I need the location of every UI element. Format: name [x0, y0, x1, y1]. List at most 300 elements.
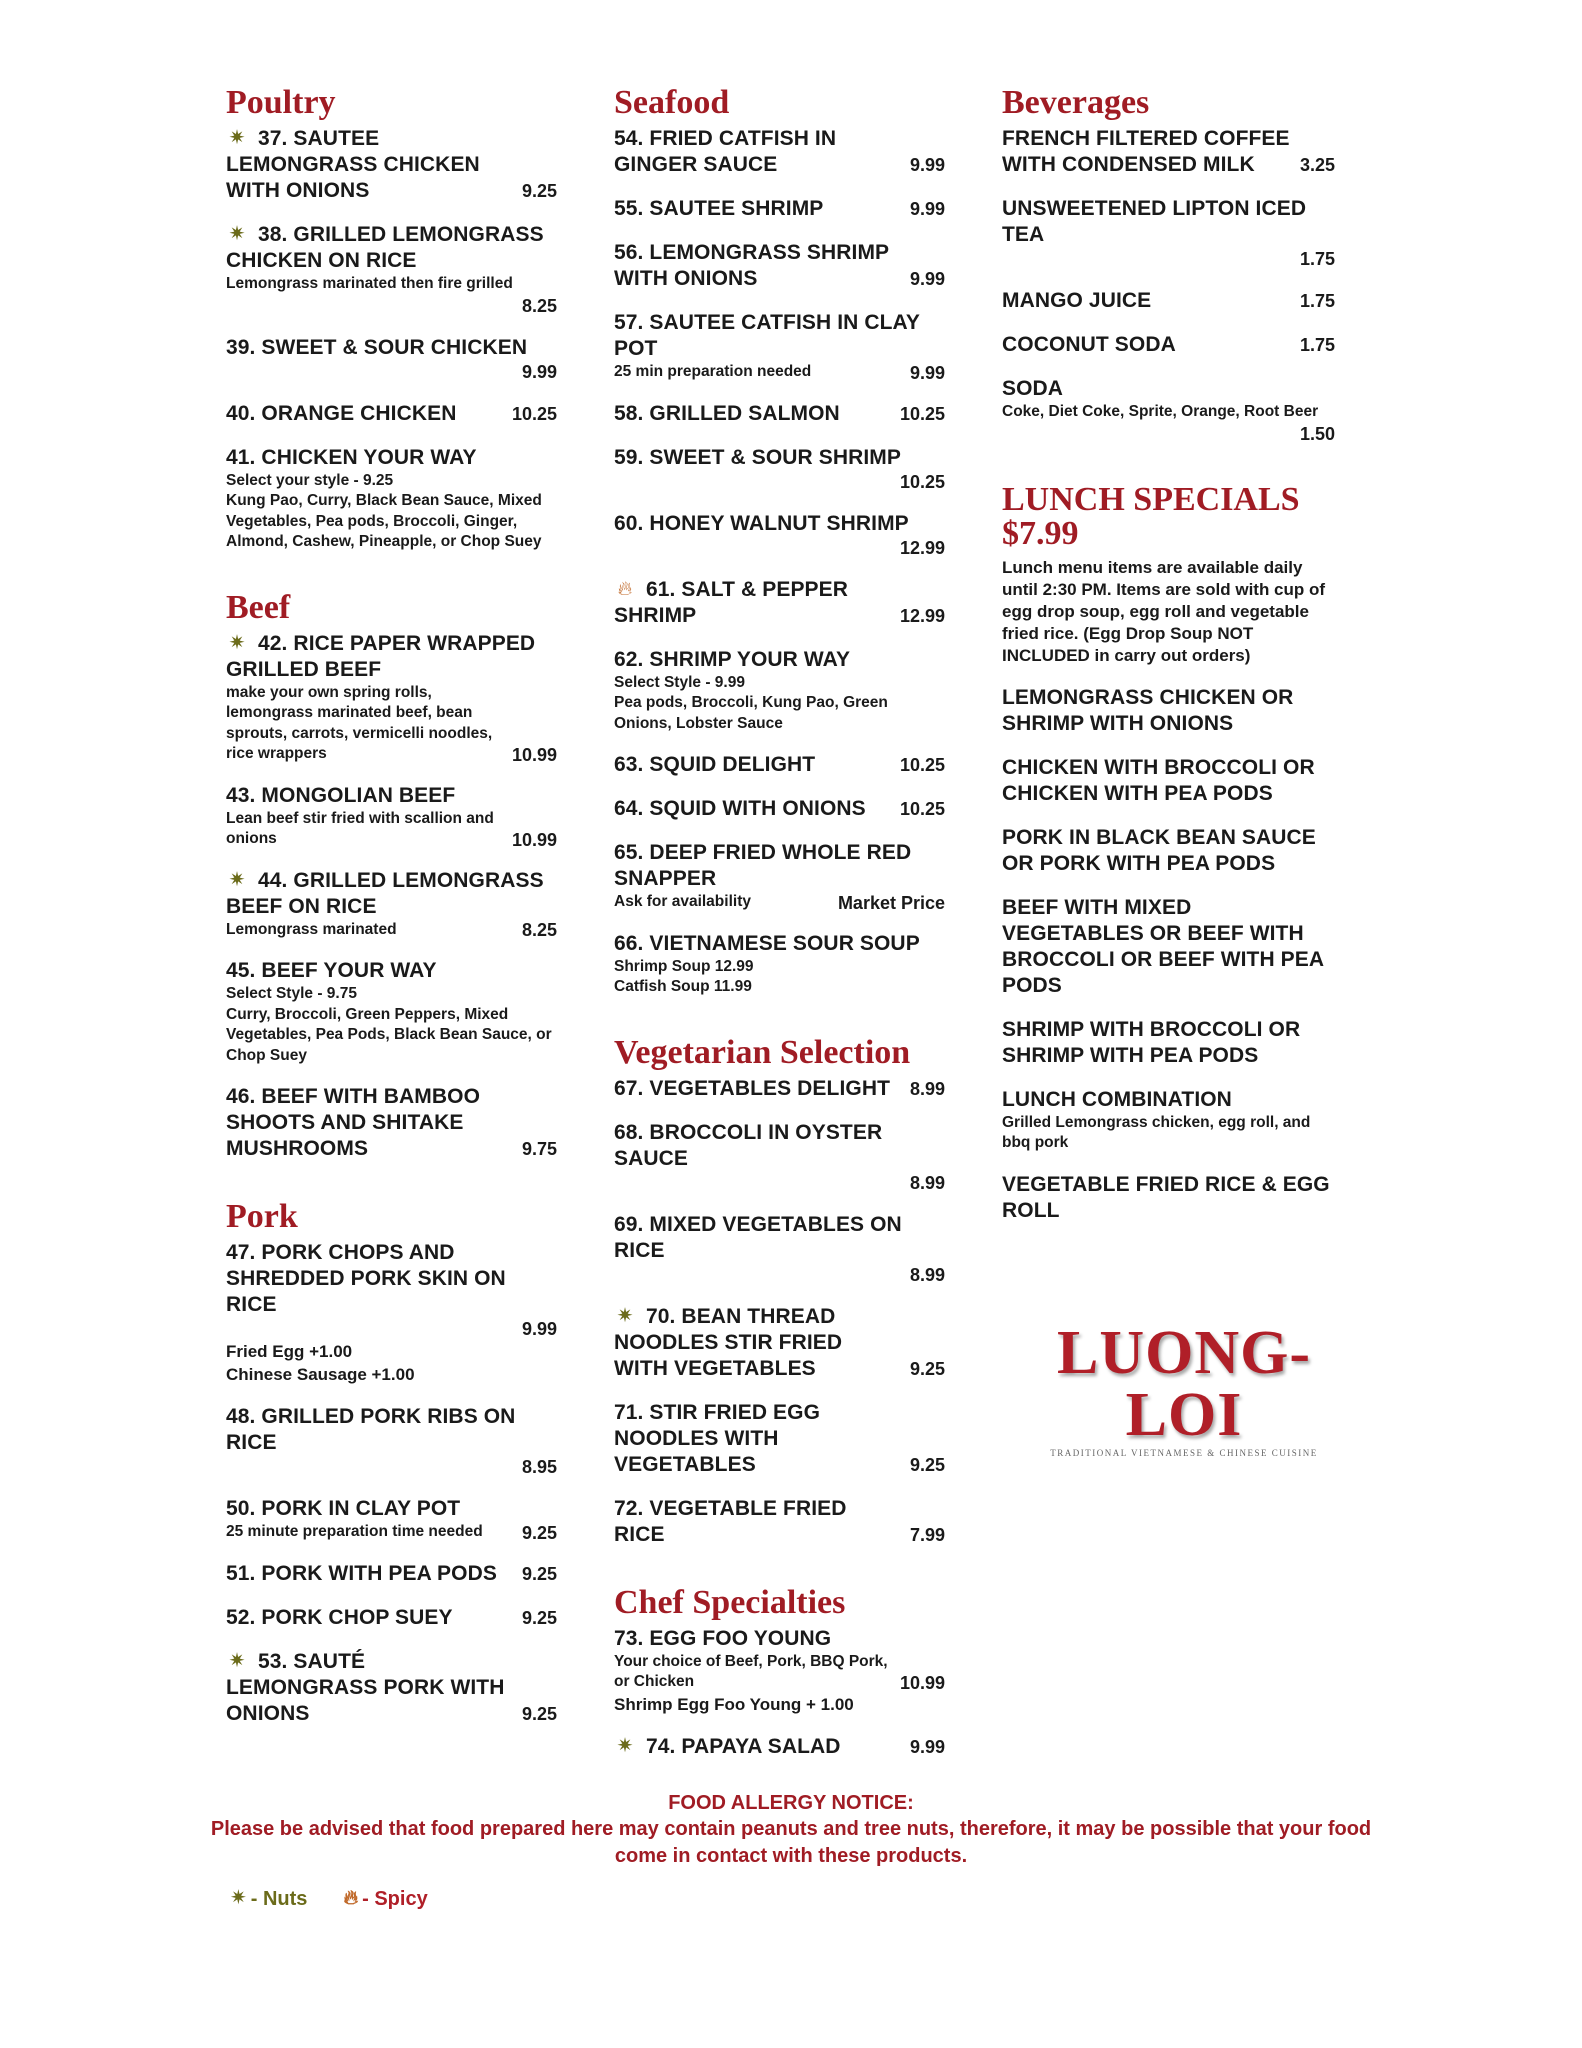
item-description-line	[226, 809, 557, 850]
item-line	[226, 1240, 557, 1318]
lunch-specials-intro: Lunch menu items are available daily until 2:30 PM. Items are sold with cup of egg drop soup, egg roll and vegetable fried rice. (Egg Drop Soup NOT INCLUDED in carry out orders)	[1002, 557, 1326, 665]
menu-item	[614, 1496, 945, 1548]
item-name: 69. MIXED VEGETABLES ON RICE	[614, 1212, 902, 1262]
item-name: 37. SAUTEE LEMONGRASS CHICKEN WITH ONIONS	[226, 127, 480, 202]
item-description-line	[614, 892, 945, 913]
item-description: Your choice of Beef, Pork, BBQ Pork, or Chicken	[614, 1652, 888, 1690]
menu-item	[614, 1304, 945, 1382]
item-price: 9.25	[909, 1454, 945, 1475]
item-name-wrap	[1002, 755, 1335, 807]
item-line	[226, 335, 557, 361]
item-name-wrap	[226, 222, 557, 274]
legend-spicy-label: - Spicy	[362, 1888, 428, 1910]
item-line	[1002, 755, 1335, 807]
item-price: 10.25	[899, 799, 945, 819]
spicy-icon: 🔥︎	[343, 1887, 359, 1909]
item-line	[226, 1605, 557, 1631]
item-name-wrap	[614, 840, 945, 892]
item-name-wrap	[614, 1212, 945, 1264]
item-line	[614, 1496, 945, 1548]
item-name-wrap	[1002, 376, 1335, 402]
section-title: Seafood	[614, 84, 730, 121]
menu-item	[614, 752, 945, 778]
item-name-wrap	[614, 401, 892, 427]
menu-item	[1002, 685, 1335, 737]
item-extra: Chinese Sausage +1.00	[226, 1365, 415, 1384]
menu-section	[226, 86, 557, 553]
item-line	[226, 631, 557, 683]
section-title: Vegetarian Selection	[614, 1033, 911, 1071]
item-name: BEEF WITH MIXED VEGETABLES OR BEEF WITH BROCCOLI OR BEEF WITH PEA PODS	[1002, 895, 1324, 997]
item-description: make your own spring rolls, lemongrass marinated beef, bean sprouts, carrots, vermicelli noodles, rice wrappers	[226, 683, 493, 762]
item-description-line	[226, 683, 557, 765]
item-line	[226, 1649, 557, 1727]
nuts-icon: ✷	[228, 127, 246, 149]
item-price: 9.25	[521, 1607, 557, 1628]
item-line	[226, 783, 557, 809]
menu-item	[1002, 895, 1335, 999]
item-name-wrap	[614, 931, 945, 957]
item-line	[1002, 332, 1335, 358]
menu-section	[226, 588, 557, 1163]
item-line	[226, 401, 557, 427]
item-name-wrap	[226, 401, 504, 427]
item-price: 9.99	[909, 269, 945, 289]
item-name: 39. SWEET & SOUR CHICKEN	[226, 335, 528, 359]
menu-column-3	[1002, 86, 1335, 1262]
menu-item	[226, 1605, 557, 1631]
item-name: 68. BROCCOLI IN OYSTER SAUCE	[614, 1120, 883, 1170]
item-name-wrap	[226, 783, 557, 809]
item-line	[614, 511, 945, 537]
item-price: 10.25	[511, 403, 557, 424]
item-line	[614, 1626, 945, 1652]
menu-item	[614, 196, 945, 222]
item-name-wrap	[614, 126, 902, 178]
item-line	[614, 931, 945, 957]
item-description: Select Style - 9.99	[614, 673, 745, 691]
menu-item	[1002, 755, 1335, 807]
section-title: Beverages	[1002, 84, 1150, 121]
item-price: 8.99	[909, 1172, 945, 1193]
item-name-wrap	[614, 1076, 902, 1102]
legend-spicy	[343, 1888, 427, 1911]
item-name-wrap	[614, 1304, 902, 1382]
item-price: 12.99	[899, 605, 945, 626]
item-name: 43. MONGOLIAN BEEF	[226, 783, 456, 807]
menu-item	[614, 126, 945, 178]
item-extra: Fried Egg +1.00	[226, 1342, 353, 1361]
item-name: 50. PORK IN CLAY POT	[226, 1497, 461, 1520]
item-name-wrap	[614, 1734, 902, 1760]
menu-item	[226, 126, 557, 204]
item-price: 9.99	[521, 361, 557, 382]
item-name: 47. PORK CHOPS AND SHREDDED PORK SKIN ON RICE	[226, 1241, 506, 1316]
item-name-wrap	[614, 240, 902, 292]
menu-item	[226, 958, 557, 1066]
item-name-wrap	[1002, 685, 1335, 737]
item-name: 61. SALT & PEPPER SHRIMP	[614, 577, 849, 627]
item-line	[1002, 376, 1335, 402]
item-name-wrap	[614, 310, 945, 362]
item-name: 65. DEEP FRIED WHOLE RED SNAPPER	[614, 841, 912, 890]
item-name: 64. SQUID WITH ONIONS	[614, 797, 866, 820]
item-name: COCONUT SODA	[1002, 333, 1176, 356]
item-name: PORK IN BLACK BEAN SAUCE OR PORK WITH PEA PODS	[1002, 825, 1316, 875]
item-name-wrap	[614, 1120, 945, 1172]
menu-item	[226, 1496, 557, 1543]
item-name: 41. CHICKEN YOUR WAY	[226, 445, 477, 469]
item-price: 8.25	[521, 920, 557, 940]
menu-item	[226, 401, 557, 427]
item-description: Lemongrass marinated	[226, 920, 397, 938]
item-name-wrap	[614, 1496, 902, 1548]
item-price: 12.99	[899, 537, 945, 558]
item-line	[614, 1400, 945, 1478]
nuts-icon: ✷	[228, 223, 246, 245]
item-description: Pea pods, Broccoli, Kung Pao, Green Onions, Lobster Sauce	[614, 694, 888, 732]
item-name-wrap	[1002, 332, 1292, 358]
menu-item	[1002, 825, 1335, 877]
section-title: LUNCH SPECIALS $7.99	[1002, 480, 1300, 552]
menu-item	[1002, 1087, 1335, 1154]
item-name-wrap	[614, 196, 902, 222]
menu-item	[614, 647, 945, 735]
item-line	[614, 445, 945, 471]
item-price: 9.99	[909, 199, 945, 219]
menu-section	[226, 1200, 557, 1727]
nuts-icon: ✷	[616, 1734, 634, 1757]
spicy-icon: 🔥︎	[617, 577, 633, 600]
item-name-wrap	[1002, 1087, 1335, 1113]
menu-item	[614, 1626, 945, 1716]
menu-column-1	[226, 86, 557, 1765]
item-price: 1.75	[1299, 291, 1335, 311]
menu-item	[1002, 126, 1335, 178]
item-line	[614, 310, 945, 362]
menu-item	[614, 577, 945, 629]
item-name: 62. SHRIMP YOUR WAY	[614, 647, 851, 671]
item-name: 63. SQUID DELIGHT	[614, 753, 816, 776]
item-line	[226, 445, 557, 471]
item-name: 53. SAUTÉ LEMONGRASS PORK WITH ONIONS	[226, 1649, 505, 1725]
item-name-wrap	[1002, 895, 1335, 999]
menu-item	[1002, 332, 1335, 358]
item-line	[1002, 1087, 1335, 1113]
legend-nuts-label: - Nuts	[250, 1888, 308, 1910]
item-line	[614, 752, 945, 778]
item-line	[614, 126, 945, 178]
item-name: 73. EGG FOO YOUNG	[614, 1626, 832, 1650]
item-name: 71. STIR FRIED EGG NOODLES WITH VEGETABLES	[614, 1400, 821, 1476]
item-name: 52. PORK CHOP SUEY	[226, 1605, 453, 1629]
item-name-wrap	[226, 335, 557, 361]
item-price: Market Price	[837, 892, 945, 913]
nuts-icon: ✷	[228, 1649, 246, 1672]
item-line	[226, 1496, 557, 1522]
menu-item	[226, 868, 557, 941]
item-name: SHRIMP WITH BROCCOLI OR SHRIMP WITH PEA PODS	[1002, 1017, 1301, 1067]
menu-column-2	[614, 86, 945, 1798]
menu-item	[614, 1120, 945, 1194]
menu-item	[226, 445, 557, 553]
menu-item	[614, 840, 945, 913]
allergy-text: Please be advised that food prepared here may contain peanuts and tree nuts, therefore, it may be possible that your food come in contact with these products.	[210, 1818, 1372, 1867]
menu-item	[614, 310, 945, 383]
item-name: 38. GRILLED LEMONGRASS CHICKEN ON RICE	[226, 223, 544, 272]
item-name: 56. LEMONGRASS SHRIMP WITH ONIONS	[614, 241, 889, 290]
item-line	[1002, 1172, 1335, 1224]
menu-item	[1002, 196, 1335, 270]
section-title: Beef	[226, 588, 291, 626]
item-name: 40. ORANGE CHICKEN	[226, 401, 457, 425]
menu-item	[1002, 1017, 1335, 1069]
item-line	[226, 222, 557, 274]
item-name-wrap	[1002, 825, 1335, 877]
item-price: 9.25	[521, 181, 557, 201]
item-name-wrap	[614, 752, 892, 778]
item-name: 66. VIETNAMESE SOUR SOUP	[614, 931, 920, 955]
item-price: 10.25	[899, 403, 945, 424]
item-name: 57. SAUTEE CATFISH IN CLAY POT	[614, 311, 920, 360]
section-title: Pork	[226, 1198, 298, 1235]
legend	[230, 1888, 428, 1911]
item-line	[226, 1561, 557, 1587]
item-price: 8.99	[909, 1078, 945, 1099]
item-price: 9.25	[521, 1703, 557, 1724]
item-line	[1002, 685, 1335, 737]
item-name: FRENCH FILTERED COFFEE WITH CONDENSED MILK	[1002, 127, 1290, 176]
item-description: Ask for availability	[614, 893, 751, 910]
nuts-icon: ✷	[228, 631, 246, 654]
item-name-wrap	[614, 796, 892, 822]
item-name-wrap	[226, 1561, 514, 1587]
item-name: 44. GRILLED LEMONGRASS BEEF ON RICE	[226, 868, 544, 918]
item-price: 9.99	[521, 1319, 557, 1339]
item-line	[1002, 126, 1335, 178]
item-price: 9.99	[909, 362, 945, 383]
item-line	[1002, 825, 1335, 877]
item-name-wrap	[1002, 1017, 1335, 1069]
item-description: Select your style - 9.25	[226, 471, 394, 489]
menu-item	[226, 335, 557, 383]
item-description-line	[226, 920, 557, 941]
item-name-wrap	[226, 1649, 514, 1727]
logo-name: LUONG-LOI	[1057, 1319, 1311, 1449]
item-price: 9.75	[521, 1139, 557, 1159]
menu-item	[226, 1240, 557, 1386]
allergy-notice	[180, 1790, 1402, 1870]
item-name: 55. SAUTEE SHRIMP	[614, 197, 824, 220]
item-price: 10.25	[899, 471, 945, 492]
item-description-line	[614, 1652, 945, 1693]
item-name-wrap	[614, 577, 892, 629]
item-price: 8.95	[521, 1457, 557, 1477]
item-description: Lean beef stir fried with scallion and onions	[226, 809, 494, 847]
item-name: 59. SWEET & SOUR SHRIMP	[614, 445, 902, 469]
item-name-wrap	[226, 1240, 557, 1318]
item-line	[614, 240, 945, 292]
menu-item	[614, 1076, 945, 1102]
item-line	[614, 1734, 945, 1760]
item-price: 9.99	[909, 155, 945, 175]
item-line	[614, 401, 945, 427]
item-line	[226, 1404, 557, 1456]
item-name-wrap	[614, 1400, 902, 1478]
menu-item	[226, 1404, 557, 1478]
item-name: 48. GRILLED PORK RIBS ON RICE	[226, 1405, 516, 1454]
menu-section	[614, 1033, 945, 1548]
item-price: 7.99	[909, 1524, 945, 1545]
item-description: Shrimp Soup 12.99	[614, 957, 754, 975]
item-description: Grilled Lemongrass chicken, egg roll, and bbq pork	[1002, 1113, 1311, 1151]
item-price: 1.50	[1299, 423, 1335, 444]
item-line	[614, 196, 945, 222]
item-description-line	[226, 1522, 557, 1543]
menu-item	[226, 222, 557, 317]
menu-section	[1002, 86, 1335, 445]
item-price: 1.75	[1299, 249, 1335, 269]
item-price: 9.25	[521, 1563, 557, 1584]
item-line	[1002, 196, 1335, 248]
item-description: Lemongrass marinated then fire grilled	[226, 275, 513, 292]
item-price: 8.99	[909, 1264, 945, 1285]
item-name: 51. PORK WITH PEA PODS	[226, 1561, 497, 1585]
menu-item	[1002, 1172, 1335, 1224]
nuts-icon: ✷	[228, 868, 246, 891]
item-name-wrap	[614, 1626, 945, 1652]
item-name: 46. BEEF WITH BAMBOO SHOOTS AND SHITAKE MUSHROOMS	[226, 1085, 481, 1160]
item-price: 10.99	[511, 829, 557, 850]
menu-item	[1002, 288, 1335, 314]
item-name: SODA	[1002, 377, 1064, 400]
item-line	[614, 796, 945, 822]
menu-item	[226, 1561, 557, 1587]
item-price: 10.25	[899, 755, 945, 775]
item-description: Select Style - 9.75	[226, 985, 357, 1002]
menu-item	[614, 401, 945, 427]
menu-item	[614, 445, 945, 493]
item-line	[1002, 288, 1335, 314]
item-extra: Shrimp Egg Foo Young + 1.00	[614, 1694, 854, 1714]
menu-item	[614, 511, 945, 559]
item-line	[614, 647, 945, 673]
item-price: 10.99	[899, 1672, 945, 1693]
legend-nuts	[230, 1888, 307, 1911]
item-name-wrap	[226, 868, 557, 920]
menu-item	[226, 783, 557, 850]
menu-item	[226, 1649, 557, 1727]
item-description-line	[614, 362, 945, 383]
item-name-wrap	[1002, 1172, 1335, 1224]
item-description: 25 min preparation needed	[614, 363, 812, 380]
menu-item	[614, 1400, 945, 1478]
item-name-wrap	[614, 647, 945, 673]
item-name-wrap	[1002, 126, 1292, 178]
item-line	[614, 577, 945, 629]
logo-tagline: TRADITIONAL VIETNAMESE & CHINESE CUISINE	[1050, 1448, 1318, 1458]
item-name: LUNCH COMBINATION	[1002, 1087, 1232, 1111]
section-title: Chef Specialties	[614, 1583, 846, 1621]
nuts-icon: ✷	[616, 1304, 634, 1327]
section-title: Poultry	[226, 84, 336, 121]
item-name-wrap	[614, 445, 945, 471]
item-price: 10.99	[511, 744, 557, 765]
item-description: Curry, Broccoli, Green Peppers, Mixed Vegetables, Pea Pods, Black Bean Sauce, or Chop Suey	[226, 1005, 552, 1064]
item-price: 9.25	[909, 1358, 945, 1379]
item-name: 45. BEEF YOUR WAY	[226, 959, 437, 982]
menu-item	[614, 931, 945, 998]
item-name: 42. RICE PAPER WRAPPED GRILLED BEEF	[226, 631, 536, 681]
item-line	[614, 1120, 945, 1172]
item-price: 3.25	[1299, 155, 1335, 175]
allergy-title: FOOD ALLERGY NOTICE:	[668, 1792, 914, 1814]
menu-item	[614, 1734, 945, 1760]
item-name: CHICKEN WITH BROCCOLI OR CHICKEN WITH PEA PODS	[1002, 755, 1315, 805]
item-name-wrap	[226, 1404, 557, 1456]
item-description: Coke, Diet Coke, Sprite, Orange, Root Beer	[1002, 403, 1319, 420]
item-name-wrap	[226, 1605, 514, 1631]
item-line	[614, 840, 945, 892]
item-price: 8.25	[521, 295, 557, 316]
item-line	[614, 1304, 945, 1382]
item-line	[614, 1212, 945, 1264]
item-name-wrap	[226, 1084, 514, 1162]
item-name: 60. HONEY WALNUT SHRIMP	[614, 511, 909, 535]
item-description: Kung Pao, Curry, Black Bean Sauce, Mixed Vegetables, Pea pods, Broccoli, Ginger, Almond, Cashew, Pineapple, or Chop Suey	[226, 492, 542, 550]
menu-item	[226, 1084, 557, 1162]
item-name: 70. BEAN THREAD NOODLES STIR FRIED WITH VEGETABLES	[614, 1304, 843, 1380]
menu-item	[614, 240, 945, 292]
item-name-wrap	[1002, 288, 1292, 314]
item-name: 67. VEGETABLES DELIGHT	[614, 1076, 891, 1100]
item-name-wrap	[226, 1496, 557, 1522]
item-price: 1.75	[1299, 335, 1335, 355]
item-line	[1002, 895, 1335, 999]
item-name-wrap	[1002, 196, 1335, 248]
restaurant-logo	[1014, 1319, 1354, 1458]
item-line	[226, 958, 557, 984]
menu-section	[614, 1583, 945, 1760]
item-name-wrap	[226, 445, 557, 471]
item-name-wrap	[614, 511, 945, 537]
menu-section	[1002, 480, 1335, 1224]
item-name-wrap	[226, 958, 557, 984]
item-name: 58. GRILLED SALMON	[614, 401, 840, 425]
item-line	[226, 1084, 557, 1162]
menu-item	[614, 1212, 945, 1286]
menu-section	[614, 86, 945, 998]
nuts-icon: ✷	[230, 1887, 247, 1909]
item-price: 9.99	[909, 1736, 945, 1757]
menu-item	[226, 631, 557, 765]
item-name: 54. FRIED CATFISH IN GINGER SAUCE	[614, 127, 837, 176]
item-description: 25 minute preparation time needed	[226, 1523, 483, 1540]
item-name-wrap	[226, 631, 557, 683]
item-name: 74. PAPAYA SALAD	[646, 1734, 841, 1758]
item-line	[1002, 1017, 1335, 1069]
item-line	[614, 1076, 945, 1102]
menu-item	[1002, 376, 1335, 445]
item-name: MANGO JUICE	[1002, 289, 1152, 312]
item-name: LEMONGRASS CHICKEN OR SHRIMP WITH ONIONS	[1002, 685, 1294, 735]
item-name-wrap	[226, 126, 514, 204]
item-name: VEGETABLE FRIED RICE & EGG ROLL	[1002, 1172, 1330, 1222]
item-name: UNSWEETENED LIPTON ICED TEA	[1002, 197, 1307, 246]
item-price: 9.25	[521, 1522, 557, 1543]
item-description: Catfish Soup 11.99	[614, 978, 752, 995]
menu-item	[614, 796, 945, 822]
